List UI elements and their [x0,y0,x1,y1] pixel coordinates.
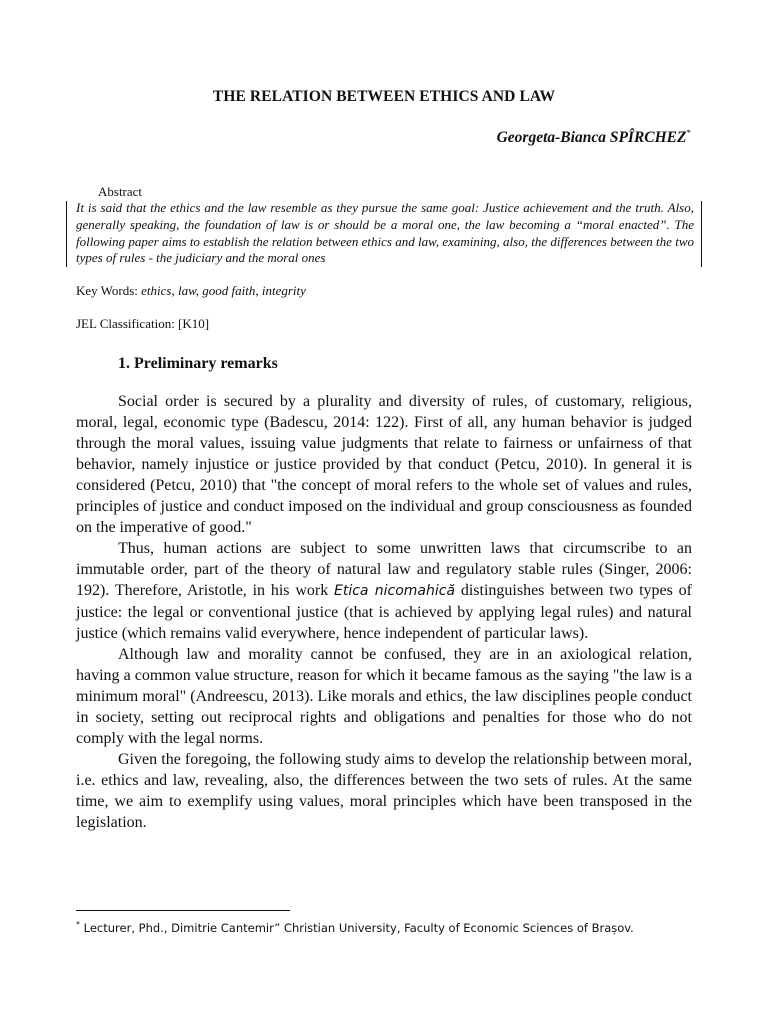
keywords-line [76,283,306,299]
author-name: Georgeta-Bianca SPÎRCHEZ [496,129,687,147]
section-heading: 1. Preliminary remarks [118,355,278,372]
jel-classification: JEL Classification: [K10] [76,316,210,331]
paragraph-4: Given the foregoing, the following study aims to develop the relationship between moral, i.e. ethics and law, revealing, also, the differences between the two sets of rules. At the same time, we aim to exemplify using values, moral principles which have been transposed in the legislation. [76,751,692,831]
cited-work-title: Etica nicomahică [334,583,456,599]
footnote-text: Lecturer, Phd., Dimitrie Cantemir” Christian University, Faculty of Economic Sciences of Brașov. [80,920,634,935]
paragraph-2-start: Thus, human actions are subject to some unwritten laws that circumscribe to an immutable order, part of the theory of natural law and regulatory stable rules (Singer, 2006: 192). Therefore, Aristotle, in his work [76,540,692,599]
abstract-text: It is said that the ethics and the law resemble as they pursue the same goal: Justice achievement and the truth. Also, generally speaking, the foundation of law is or should be a moral one, the law becoming a “moral enacted”. The following paper aims to establish the relation between ethics and law, examining, also, the differences between the two types of rules - the judiciary and the moral ones [76,200,694,266]
abstract-label: Abstract [98,184,143,199]
paragraph-2-end: distinguishes between two types of justice: the legal or conventional justice (that is achieved by applying legal rules) and natural justice (which remains valid everywhere, hence independent of particular laws). [76,582,692,642]
keywords-value: ethics, law, good faith, integrity [141,283,306,298]
author-line [497,128,691,147]
author-footnote-mark: * [686,128,691,138]
paragraph-3: Although law and morality cannot be confused, they are in an axiological relation, having a common value structure, reason for which it became famous as the saying "the law is a minimum moral" (Andreescu, 2013). Like morals and ethics, the law disciplines people conduct in society, setting out reciprocal rights and obligations and penalties for those who do not comply with the legal norms. [76,646,692,747]
footnote-mark: * [76,920,80,929]
paragraph-1: Social order is secured by a plurality and diversity of rules, of customary, religious, moral, legal, economic type (Badescu, 2014: 122). First of all, any human behavior is judged through the moral values, issuing value judgments that relate to fairness or unfairness of that behavior, namely injustice or justice provided by that conduct (Petcu, 2010). In general it is considered (Petcu, 2010) that "the concept of moral refers to the whole set of values and rules, principles of justice and conduct imposed on the individual and group consciousness as founded on the imperative of good." [76,393,692,536]
paragraph-2 [76,538,692,644]
body-text [76,391,692,833]
keywords-label: Key Words: [76,283,142,298]
footnote [76,920,634,935]
paper-title: THE RELATION BETWEEN ETHICS AND LAW [212,88,556,105]
footnote-divider [76,910,290,911]
